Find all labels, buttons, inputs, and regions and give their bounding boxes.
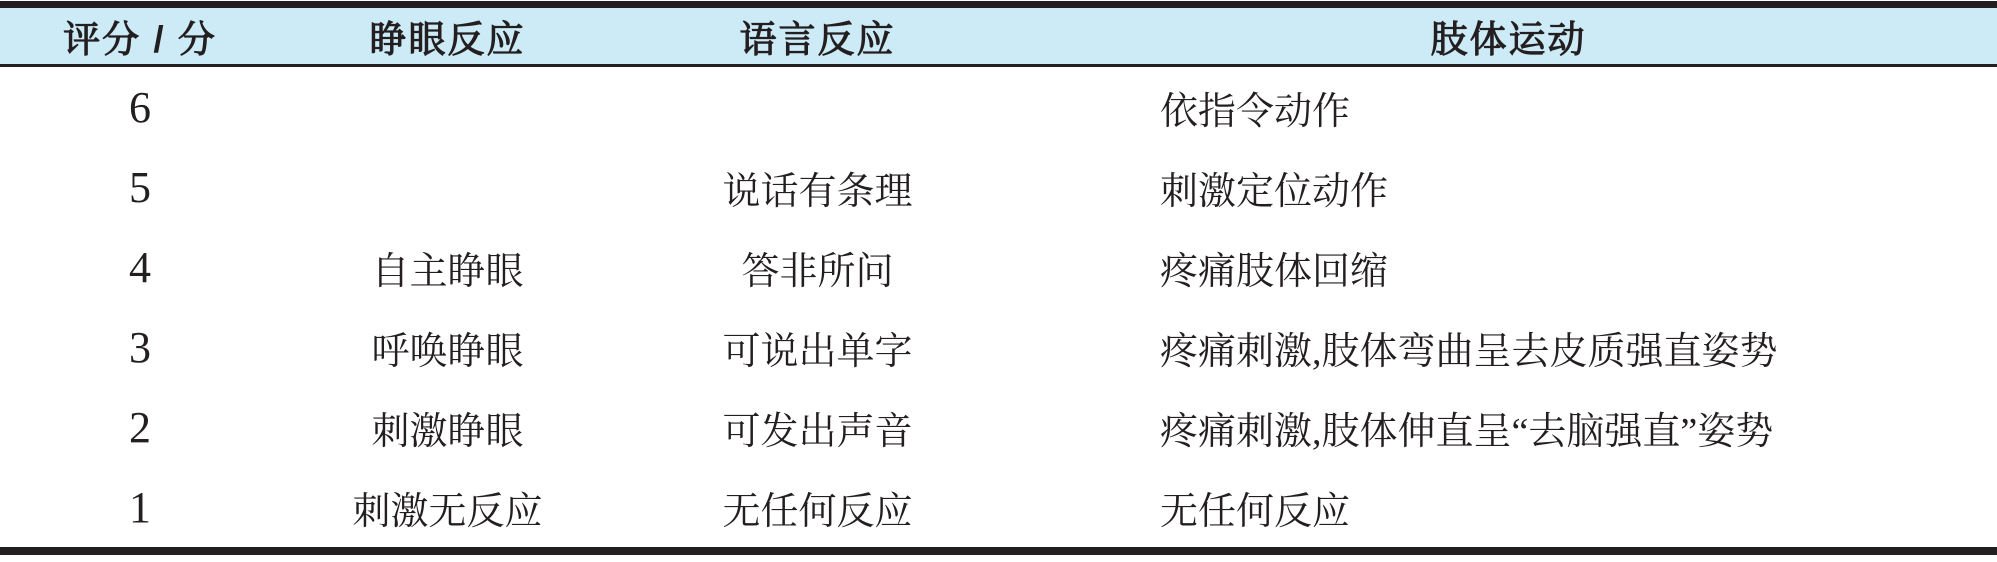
cell-verbal: 可说出单字 <box>722 330 913 373</box>
cell-score: 1 <box>129 482 151 532</box>
column-header-verbal: 语言反应 <box>739 19 896 60</box>
column-header-eye: 睁眼反应 <box>369 19 526 60</box>
table-row-score-5 <box>0 147 1997 227</box>
column-header-score: 评分 / 分 <box>63 19 217 60</box>
cell-verbal: 答非所问 <box>741 250 894 293</box>
table-body <box>0 67 1997 547</box>
cell-score: 4 <box>129 242 151 292</box>
cell-eye: 自主睁眼 <box>371 250 524 293</box>
cell-score: 6 <box>129 82 151 132</box>
cell-eye: 刺激睁眼 <box>371 410 524 453</box>
table-row-score-2 <box>0 387 1997 467</box>
table-bottom-border <box>0 547 1997 555</box>
cell-motor: 疼痛刺激,肢体伸直呈“去脑强直”姿势 <box>1160 410 1774 453</box>
cell-motor: 疼痛刺激,肢体弯曲呈去皮质强直姿势 <box>1160 330 1778 373</box>
cell-motor: 刺激定位动作 <box>1160 170 1389 213</box>
table-row-score-3 <box>0 307 1997 387</box>
table-row-score-4 <box>0 227 1997 307</box>
cell-eye: 刺激无反应 <box>352 490 543 533</box>
cell-score: 2 <box>129 402 151 452</box>
cell-verbal: 可发出声音 <box>722 410 913 453</box>
cell-verbal: 无任何反应 <box>722 490 913 533</box>
cell-motor: 疼痛肢体回缩 <box>1160 250 1389 293</box>
table-header-row <box>0 8 1997 64</box>
column-header-motor: 肢体运动 <box>1430 19 1587 60</box>
table-row-score-6 <box>0 67 1997 147</box>
cell-verbal: 说话有条理 <box>722 170 913 213</box>
table-row-score-1 <box>0 467 1997 547</box>
cell-motor: 依指令动作 <box>1160 90 1351 133</box>
cell-motor: 无任何反应 <box>1160 490 1351 533</box>
cell-score: 3 <box>129 322 151 372</box>
table-top-border <box>0 1 1997 8</box>
cell-score: 5 <box>129 162 151 212</box>
cell-eye: 呼唤睁眼 <box>371 330 524 373</box>
